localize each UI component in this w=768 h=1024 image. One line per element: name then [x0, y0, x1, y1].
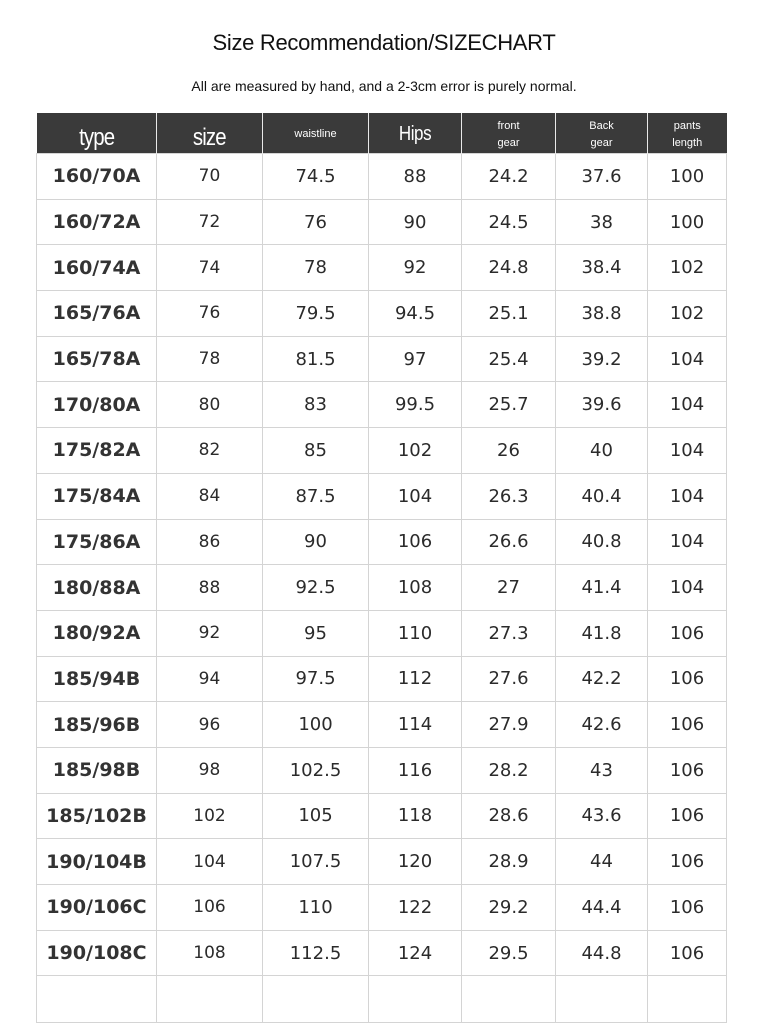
- header-hips: Hips: [369, 113, 462, 154]
- cell-pants-length: 106: [648, 793, 727, 839]
- cell-hips: 97: [369, 336, 462, 382]
- cell-size: 102: [157, 793, 263, 839]
- cell-back-gear: 38.8: [556, 291, 648, 337]
- header-size: size: [157, 113, 263, 154]
- cell-waistline: 92.5: [263, 565, 369, 611]
- cell-type: 180/88A: [37, 565, 157, 611]
- cell-front-gear: 27.9: [462, 702, 556, 748]
- table-row: [37, 291, 727, 337]
- cell-waistline: 87.5: [263, 473, 369, 519]
- cell-back-gear: 41.8: [556, 610, 648, 656]
- size-chart-table: [36, 113, 727, 1023]
- cell-front-gear: 25.1: [462, 291, 556, 337]
- cell-waistline: 97.5: [263, 656, 369, 702]
- cell-back-gear: 44: [556, 839, 648, 885]
- cell-hips: 104: [369, 473, 462, 519]
- cell-front-gear: 26.3: [462, 473, 556, 519]
- cell-front-gear: 24.5: [462, 199, 556, 245]
- cell-hips: 102: [369, 428, 462, 474]
- cell-size: 104: [157, 839, 263, 885]
- cell-type: 185/96B: [37, 702, 157, 748]
- cell-front-gear: 28.6: [462, 793, 556, 839]
- cell-size: 84: [157, 473, 263, 519]
- cell-back-gear: 37.6: [556, 154, 648, 200]
- cell-front-gear: 29.5: [462, 930, 556, 976]
- cell-back-gear: 44.8: [556, 930, 648, 976]
- cell-front-gear: 24.8: [462, 245, 556, 291]
- cell-size: 72: [157, 199, 263, 245]
- cell-pants-length: 100: [648, 199, 727, 245]
- cell-hips: 92: [369, 245, 462, 291]
- cell-size: 80: [157, 382, 263, 428]
- cell-size: 106: [157, 885, 263, 931]
- page-title: Size Recommendation/SIZECHART: [212, 30, 556, 55]
- cell-size: 74: [157, 245, 263, 291]
- cell-type: 175/86A: [37, 519, 157, 565]
- cell-type: 185/98B: [37, 747, 157, 793]
- table-row: [37, 839, 727, 885]
- empty-cell: [462, 976, 556, 1023]
- table-row: [37, 519, 727, 565]
- cell-hips: 88: [369, 154, 462, 200]
- empty-cell: [263, 976, 369, 1023]
- cell-back-gear: 39.2: [556, 336, 648, 382]
- cell-pants-length: 100: [648, 154, 727, 200]
- cell-waistline: 107.5: [263, 839, 369, 885]
- cell-size: 108: [157, 930, 263, 976]
- cell-type: 160/74A: [37, 245, 157, 291]
- header-back-gear: Back gear: [556, 113, 648, 154]
- cell-back-gear: 39.6: [556, 382, 648, 428]
- cell-pants-length: 104: [648, 382, 727, 428]
- cell-size: 76: [157, 291, 263, 337]
- cell-back-gear: 38.4: [556, 245, 648, 291]
- cell-pants-length: 104: [648, 565, 727, 611]
- cell-pants-length: 106: [648, 656, 727, 702]
- cell-pants-length: 102: [648, 245, 727, 291]
- header-front-gear: front gear: [462, 113, 556, 154]
- table-row: [37, 565, 727, 611]
- cell-front-gear: 25.4: [462, 336, 556, 382]
- header-row: [37, 113, 727, 154]
- cell-type: 190/108C: [37, 930, 157, 976]
- header-pants-length: pants length: [648, 113, 727, 154]
- empty-cell: [648, 976, 727, 1023]
- cell-pants-length: 104: [648, 519, 727, 565]
- page-subtitle: All are measured by hand, and a 2-3cm error is purely normal.: [191, 78, 577, 94]
- cell-size: 86: [157, 519, 263, 565]
- cell-front-gear: 28.2: [462, 747, 556, 793]
- cell-hips: 94.5: [369, 291, 462, 337]
- cell-hips: 112: [369, 656, 462, 702]
- table-row: [37, 610, 727, 656]
- cell-size: 82: [157, 428, 263, 474]
- cell-back-gear: 42.6: [556, 702, 648, 748]
- cell-waistline: 95: [263, 610, 369, 656]
- cell-type: 185/94B: [37, 656, 157, 702]
- cell-size: 98: [157, 747, 263, 793]
- cell-waistline: 85: [263, 428, 369, 474]
- cell-back-gear: 41.4: [556, 565, 648, 611]
- cell-front-gear: 27.6: [462, 656, 556, 702]
- table-row: [37, 747, 727, 793]
- cell-waistline: 90: [263, 519, 369, 565]
- cell-pants-length: 106: [648, 747, 727, 793]
- cell-hips: 110: [369, 610, 462, 656]
- cell-pants-length: 104: [648, 473, 727, 519]
- cell-hips: 114: [369, 702, 462, 748]
- cell-pants-length: 104: [648, 428, 727, 474]
- table-row: [37, 702, 727, 748]
- cell-waistline: 76: [263, 199, 369, 245]
- cell-back-gear: 38: [556, 199, 648, 245]
- cell-pants-length: 106: [648, 610, 727, 656]
- empty-cell: [369, 976, 462, 1023]
- cell-back-gear: 44.4: [556, 885, 648, 931]
- table-row: [37, 245, 727, 291]
- cell-back-gear: 40.8: [556, 519, 648, 565]
- cell-type: 185/102B: [37, 793, 157, 839]
- cell-type: 160/70A: [37, 154, 157, 200]
- cell-back-gear: 43.6: [556, 793, 648, 839]
- table-row: [37, 473, 727, 519]
- cell-type: 175/84A: [37, 473, 157, 519]
- empty-cell: [37, 976, 157, 1023]
- cell-type: 190/106C: [37, 885, 157, 931]
- cell-front-gear: 24.2: [462, 154, 556, 200]
- cell-pants-length: 104: [648, 336, 727, 382]
- cell-waistline: 78: [263, 245, 369, 291]
- cell-waistline: 81.5: [263, 336, 369, 382]
- cell-type: 175/82A: [37, 428, 157, 474]
- cell-waistline: 74.5: [263, 154, 369, 200]
- cell-waistline: 83: [263, 382, 369, 428]
- cell-front-gear: 27: [462, 565, 556, 611]
- header-waistline: waistline: [263, 113, 369, 154]
- cell-hips: 90: [369, 199, 462, 245]
- cell-waistline: 112.5: [263, 930, 369, 976]
- cell-waistline: 100: [263, 702, 369, 748]
- cell-hips: 108: [369, 565, 462, 611]
- cell-back-gear: 42.2: [556, 656, 648, 702]
- cell-type: 190/104B: [37, 839, 157, 885]
- empty-table-row: [37, 976, 727, 1023]
- cell-back-gear: 40.4: [556, 473, 648, 519]
- cell-hips: 99.5: [369, 382, 462, 428]
- empty-cell: [157, 976, 263, 1023]
- cell-size: 78: [157, 336, 263, 382]
- cell-front-gear: 26: [462, 428, 556, 474]
- cell-type: 180/92A: [37, 610, 157, 656]
- cell-type: 165/76A: [37, 291, 157, 337]
- cell-hips: 120: [369, 839, 462, 885]
- table-row: [37, 885, 727, 931]
- cell-hips: 124: [369, 930, 462, 976]
- cell-pants-length: 106: [648, 885, 727, 931]
- cell-waistline: 102.5: [263, 747, 369, 793]
- cell-pants-length: 106: [648, 930, 727, 976]
- table-row: [37, 793, 727, 839]
- cell-waistline: 110: [263, 885, 369, 931]
- table-row: [37, 382, 727, 428]
- table-row: [37, 336, 727, 382]
- cell-type: 165/78A: [37, 336, 157, 382]
- cell-type: 170/80A: [37, 382, 157, 428]
- cell-hips: 118: [369, 793, 462, 839]
- cell-front-gear: 27.3: [462, 610, 556, 656]
- cell-front-gear: 28.9: [462, 839, 556, 885]
- cell-back-gear: 40: [556, 428, 648, 474]
- cell-size: 88: [157, 565, 263, 611]
- cell-front-gear: 29.2: [462, 885, 556, 931]
- table-row: [37, 656, 727, 702]
- cell-hips: 116: [369, 747, 462, 793]
- table-row: [37, 930, 727, 976]
- table-row: [37, 199, 727, 245]
- cell-size: 96: [157, 702, 263, 748]
- cell-waistline: 105: [263, 793, 369, 839]
- cell-hips: 106: [369, 519, 462, 565]
- size-chart-body: [37, 154, 727, 1023]
- cell-type: 160/72A: [37, 199, 157, 245]
- empty-cell: [556, 976, 648, 1023]
- cell-pants-length: 106: [648, 839, 727, 885]
- header-type: type: [37, 113, 157, 154]
- cell-front-gear: 26.6: [462, 519, 556, 565]
- cell-pants-length: 106: [648, 702, 727, 748]
- cell-size: 94: [157, 656, 263, 702]
- cell-size: 92: [157, 610, 263, 656]
- cell-hips: 122: [369, 885, 462, 931]
- cell-front-gear: 25.7: [462, 382, 556, 428]
- cell-pants-length: 102: [648, 291, 727, 337]
- cell-waistline: 79.5: [263, 291, 369, 337]
- cell-back-gear: 43: [556, 747, 648, 793]
- table-row: [37, 154, 727, 200]
- cell-size: 70: [157, 154, 263, 200]
- table-row: [37, 428, 727, 474]
